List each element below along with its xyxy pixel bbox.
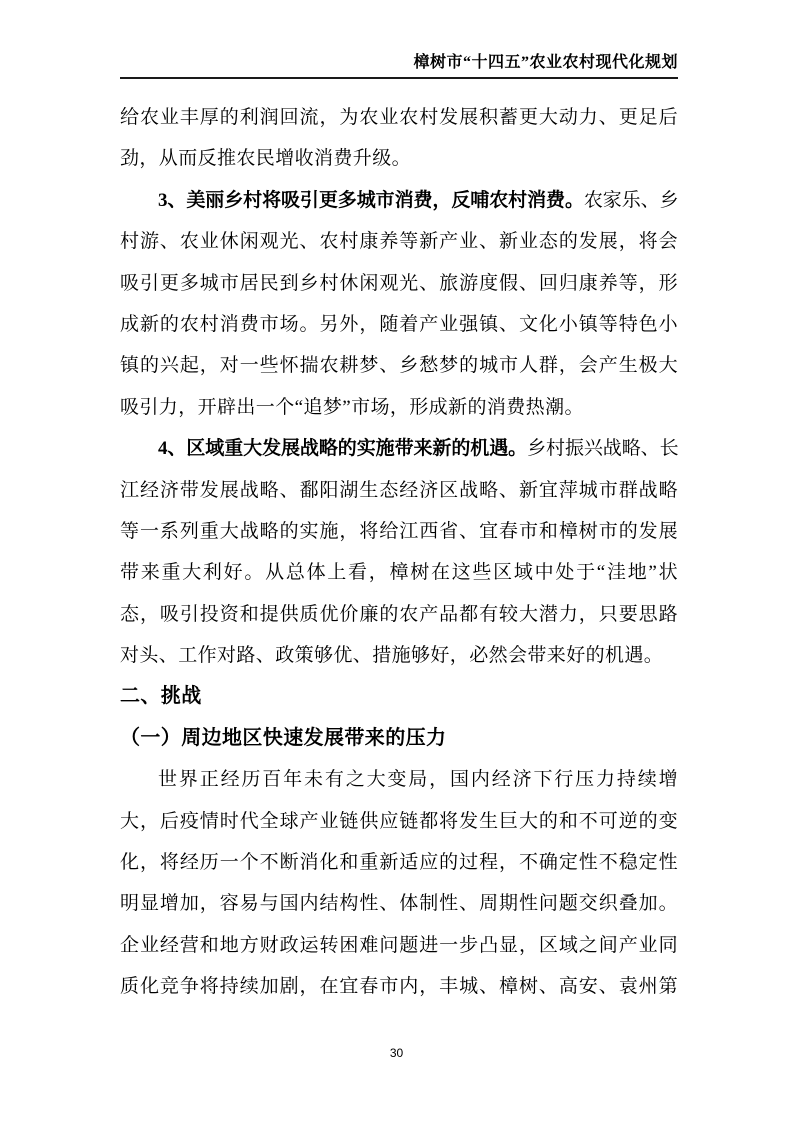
line-text: 农家乐、乡 bbox=[583, 189, 678, 211]
text-line bbox=[120, 97, 678, 138]
text-line bbox=[120, 304, 678, 345]
line-text: 吸引更多城市居民到乡村休闲观光、旅游度假、回归康养等，形 bbox=[120, 272, 678, 294]
text-line bbox=[120, 263, 678, 304]
page-header bbox=[120, 53, 678, 73]
line-text: 给农业丰厚的利润回流，为农业农村发展积蓄更大动力、更足后 bbox=[120, 107, 678, 128]
header-title: 樟树市“十四五”农业农村现代化规划 bbox=[413, 54, 678, 71]
line-text: 企业经营和地方财政运转困难问题进一步凸显，区域之间产业同 bbox=[120, 934, 678, 956]
text-line bbox=[120, 511, 678, 552]
line-text: 化，将经历一个不断消化和重新适应的过程，不确定性不稳定性 bbox=[120, 852, 678, 874]
line-text: 态，吸引投资和提供质优价廉的农产品都有较大潜力，只要思路 bbox=[120, 603, 678, 625]
line-text: 质化竞争将持续加剧，在宜春市内，丰城、樟树、高安、袁州第 bbox=[120, 976, 678, 998]
text-line bbox=[120, 138, 678, 179]
text-line bbox=[120, 221, 678, 262]
section-heading bbox=[120, 676, 678, 717]
text-line bbox=[120, 387, 678, 428]
line-text: 劲，从而反推农民增收消费升级。 bbox=[120, 148, 412, 170]
text-line bbox=[120, 180, 678, 221]
line-text: 带来重大利好。从总体上看，樟树在这些区域中处于“洼地”状 bbox=[120, 562, 678, 584]
text-line bbox=[120, 842, 678, 883]
text-line bbox=[120, 470, 678, 511]
line-text: 大，后疫情时代全球产业链供应链都将发生巨大的和不可逆的变 bbox=[120, 810, 678, 832]
line-lead-bold: 3、美丽乡村将吸引更多城市消费，反哺农村消费。 bbox=[158, 189, 584, 211]
line-text: 吸引力，开辟出一个“追梦”市场，形成新的消费热潮。 bbox=[120, 396, 584, 418]
text-line bbox=[120, 925, 678, 966]
heading-text: 二、挑战 bbox=[120, 685, 202, 708]
line-text: 村游、农业休闲观光、农村康养等新产业、新业态的发展，将会 bbox=[120, 231, 678, 253]
line-text: 对头、工作对路、政策够优、措施够好，必然会带来好的机遇。 bbox=[120, 645, 664, 667]
text-line bbox=[120, 428, 678, 469]
line-text: 世界正经历百年未有之大变局，国内经济下行压力持续增 bbox=[158, 769, 678, 791]
page-number: 30 bbox=[389, 1046, 404, 1060]
line-text: 成新的农村消费市场。另外，随着产业强镇、文化小镇等特色小 bbox=[120, 313, 678, 335]
subsection-heading bbox=[120, 718, 678, 759]
line-text: 镇的兴起，对一些怀揣农耕梦、乡愁梦的城市人群，会产生极大 bbox=[120, 355, 678, 377]
text-line bbox=[120, 345, 678, 386]
document-body bbox=[120, 97, 678, 1008]
text-line bbox=[120, 552, 678, 593]
text-line bbox=[120, 966, 678, 1007]
page-footer bbox=[0, 1046, 793, 1060]
text-line bbox=[120, 801, 678, 842]
line-text: 乡村振兴战略、长 bbox=[527, 438, 678, 460]
line-text: 江经济带发展战略、鄱阳湖生态经济区战略、新宜萍城市群战略 bbox=[120, 479, 678, 501]
heading-text: （一）周边地区快速发展带来的压力 bbox=[120, 726, 447, 749]
header-divider bbox=[120, 77, 678, 79]
text-line bbox=[120, 759, 678, 800]
line-lead-bold: 4、区域重大发展战略的实施带来新的机遇。 bbox=[158, 438, 528, 460]
text-line bbox=[120, 594, 678, 635]
text-line bbox=[120, 635, 678, 676]
text-line bbox=[120, 883, 678, 924]
line-text: 等一系列重大战略的实施，将给江西省、宜春市和樟树市的发展 bbox=[120, 520, 678, 542]
line-text: 明显增加，容易与国内结构性、体制性、周期性问题交织叠加。 bbox=[120, 893, 678, 915]
